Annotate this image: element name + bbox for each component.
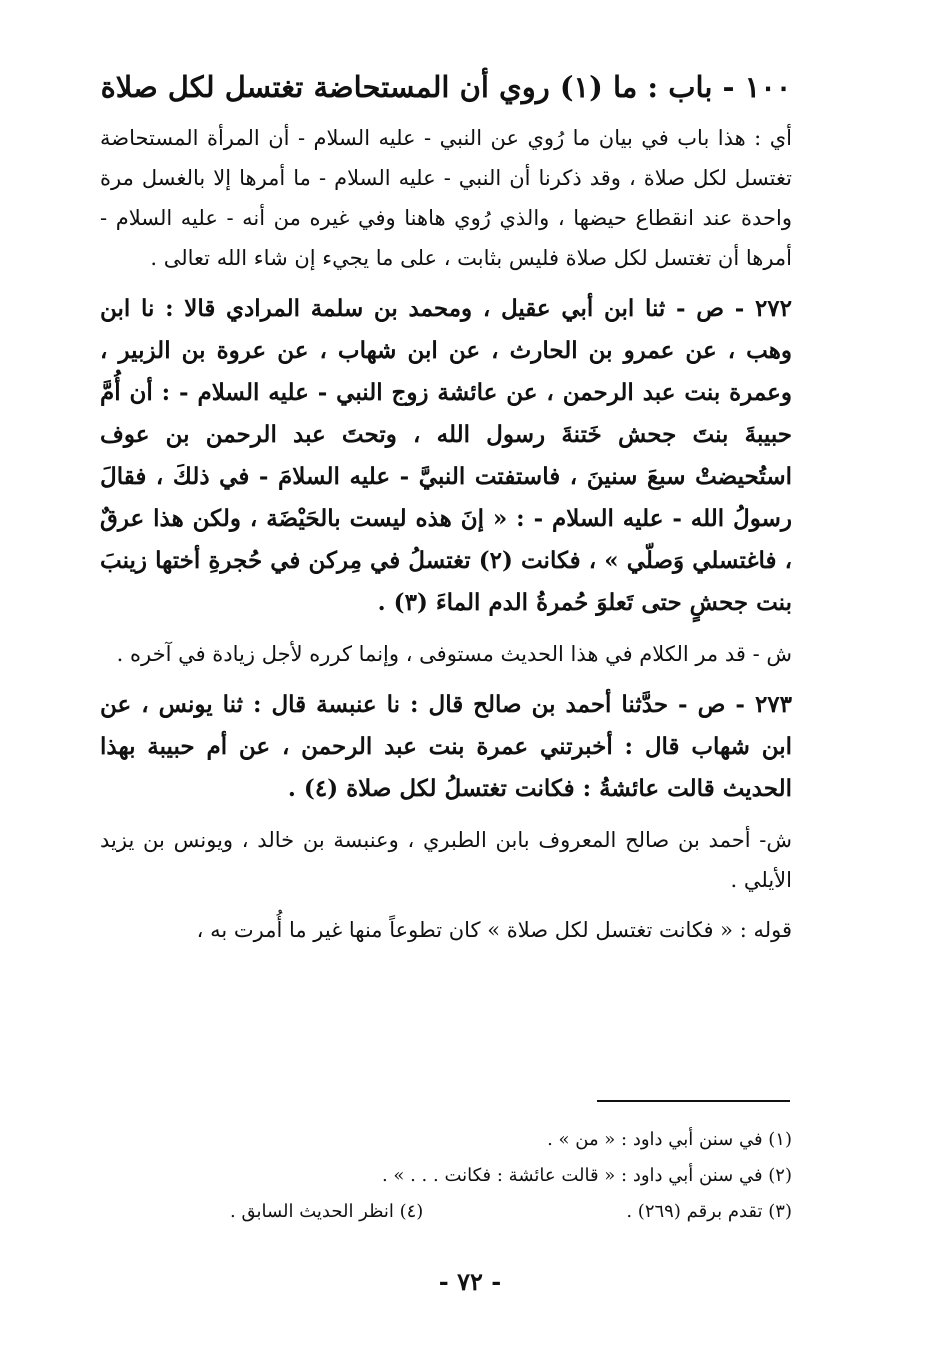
commentary-paragraph-1: أي : هذا باب في بيان ما رُوي عن النبي - عليه السلام - أن المرأة المستحاضة تغتسل لكل صلاة ، وقد ذكرنا أن النبي - عليه السلام - ما أمرها إلا بالغسل مرة واحدة عند انقطاع حيضها ، والذي رُوي هاهنا وفي غيره من أنه - عليه السلام - أمرها أن تغتسل لكل صلاة فليس بثابت ، على ما يجيء إن شاء الله تعالى . xyxy=(100,126,792,270)
page-number: - ٧٢ - xyxy=(438,1267,502,1296)
footnote-separator xyxy=(597,1100,790,1102)
footnote-2: (٢) في سنن أبي داود : « قالت عائشة : فكانت . . . » . xyxy=(381,1165,792,1186)
footnote-3: (٣) تقدم برقم (٢٦٩) . xyxy=(626,1201,792,1222)
hadith-272: ٢٧٢ - ص - ثنا ابن أبي عقيل ، ومحمد بن سلمة المرادي قالا : نا ابن وهب ، عن عمرو بن الحارث ، عن ابن شهاب ، عن عروة بن الزبير ، وعمرة بنت عبد الرحمن ، عن عائشة زوج النبي - عليه السلام - : أن أُمَّ حبيبةَ بنتَ جحش خَتنةَ رسول الله ، وتحتَ عبد الرحمن بن عوف استُحيضتْ سبعَ سنينَ ، فاستفتت النبيَّ - عليه السلامَ - في ذلكَ ، فقالَ رسولُ الله - عليه السلام - : « إنَ هذه ليست بالحَيْضَة ، ولكن هذا عرقٌ ، فاغتسلي وَصلّي » ، فكانت (٢) تغتسلُ في مِركن في حُجرةِ أختها زينبَ بنت جحشٍ حتى تَعلوَ حُمرةُ الدم الماءَ (٣) . xyxy=(100,295,792,616)
commentary-paragraph-4: قوله : « فكانت تغتسل لكل صلاة » كان تطوعاً منها غير ما أُمرت به ، xyxy=(196,918,792,942)
page-body xyxy=(100,62,792,960)
chapter-title: ١٠٠ - باب : ما (١) روي أن المستحاضة تغتسل لكل صلاة xyxy=(100,70,792,104)
footnote-1: (١) في سنن أبي داود : « من » . xyxy=(547,1129,792,1150)
footnote-4: (٤) انظر الحديث السابق . xyxy=(230,1201,424,1222)
footnote-row-1 xyxy=(100,1122,792,1158)
hadith-273: ٢٧٣ - ص - حدَّثنا أحمد بن صالح قال : نا عنبسة قال : ثنا يونس ، عن ابن شهاب قال : أخبرتني عمرة بنت عبد الرحمن ، عن أم حبيبة بهذا الحديث قالت عائشةُ : فكانت تغتسلُ لكل صلاة (٤) . xyxy=(100,691,792,802)
commentary-paragraph-2: ش - قد مر الكلام في هذا الحديث مستوفى ، وإنما كرره لأجل زيادة في آخره . xyxy=(116,642,792,666)
footnotes xyxy=(100,1122,792,1230)
footnote-row-3 xyxy=(100,1194,792,1230)
footnote-row-2 xyxy=(100,1158,792,1194)
commentary-paragraph-3: ش- أحمد بن صالح المعروف بابن الطبري ، وعنبسة بن خالد ، ويونس بن يزيد الأيلي . xyxy=(100,828,792,892)
